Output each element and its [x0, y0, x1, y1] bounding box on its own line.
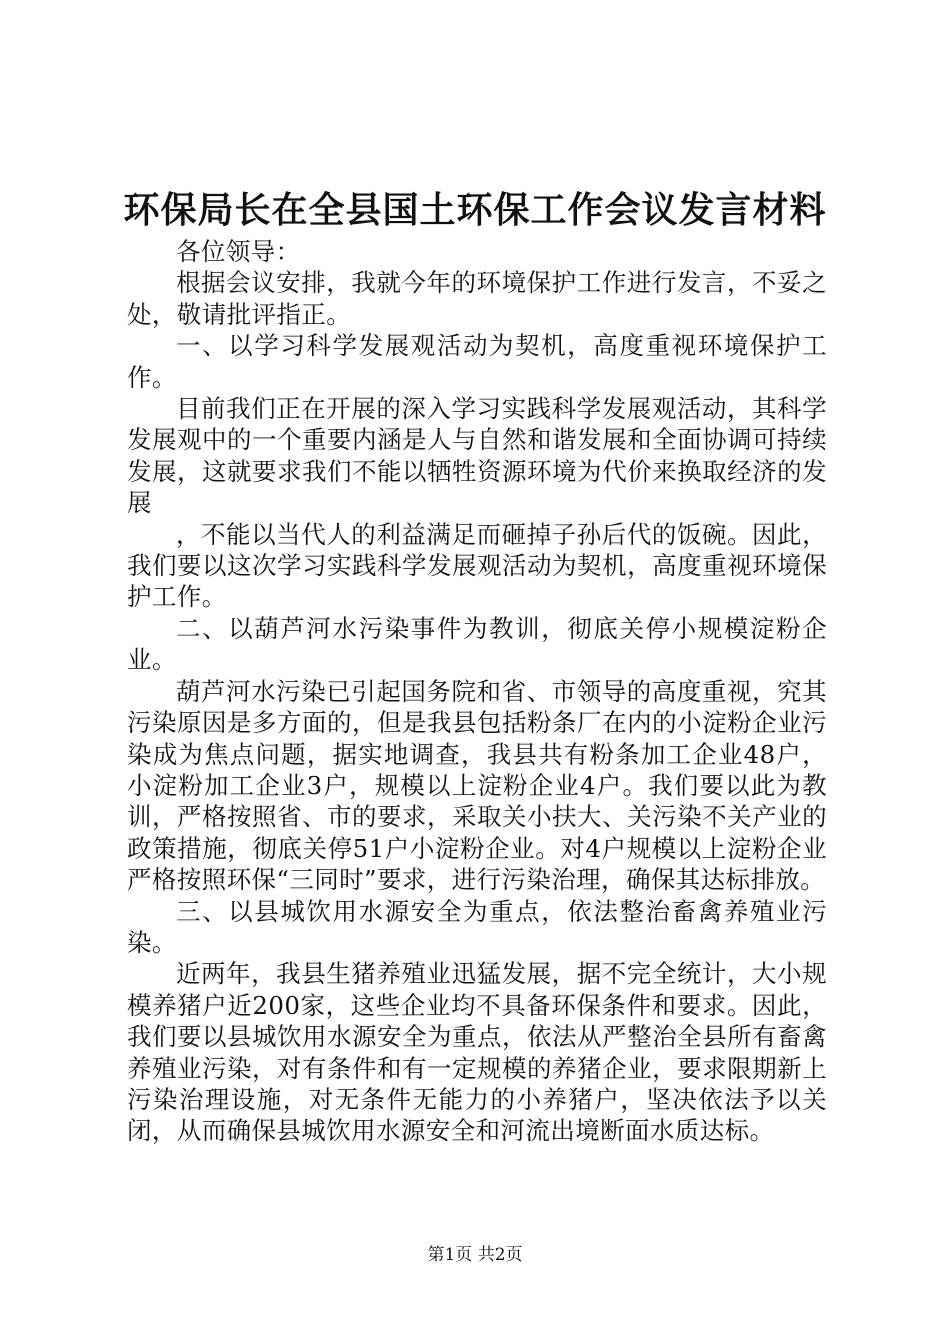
- section-heading-2: 二、以葫芦河水污染事件为教训，彻底关停小规模淀粉企业。: [127, 613, 827, 675]
- section-heading-3: 三、以县城饮用水源安全为重点，依法整治畜禽养殖业污染。: [127, 896, 827, 957]
- paragraph-section-2: 葫芦河水污染已引起国务院和省、市领导的高度重视，究其污染原因是多方面的，但是我县包括粉条厂在内的小淀粉企业污染成为焦点问题，据实地调查，我县共有粉条加工企业48户，小淀粉加工企业3户，规模以上淀粉企业4户。我们要以此为教训，严格按照省、市的要求，采取关小扶大、关污染不关产业的政策措施，彻底关停51户小淀粉企业。对4户规模以上淀粉企业严格按照环保“三同时”要求，进行污染治理，确保其达标排放。: [127, 676, 827, 895]
- document-title: 环保局长在全县国土环保工作会议发言材料: [123, 189, 827, 231]
- paragraph-section-1-b: ，不能以当代人的利益满足而砸掉子孙后代的饭碗。因此，我们要以这次学习实践科学发展观活动为契机，高度重视环境保护工作。: [127, 519, 827, 612]
- salutation: 各位领导：: [176, 237, 301, 266]
- page-number-footer: 第1页 共2页: [427, 1245, 523, 1265]
- paragraph-section-3: 近两年，我县生猪养殖业迅猛发展，据不完全统计，大小规模养猪户近200家，这些企业均不具备环保条件和要求。因此，我们要以县城饮用水源安全为重点，依法从严整治全县所有畜禽养殖业污染，对有条件和有一定规模的养猪企业，要求限期新上污染治理设施，对无条件无能力的小养猪户，坚决依法予以关闭，从而确保县城饮用水源安全和河流出境断面水质达标。: [127, 959, 827, 1146]
- paragraph-intro: 根据会议安排，我就今年的环境保护工作进行发言，不妥之处，敬请批评指正。: [127, 268, 827, 329]
- document-body: [127, 236, 827, 1147]
- section-heading-1: 一、以学习科学发展观活动为契机，高度重视环境保护工作。: [127, 331, 827, 392]
- paragraph-section-1-a: 目前我们正在开展的深入学习实践科学发展观活动，其科学发展观中的一个重要内涵是人与自然和谐发展和全面协调可持续发展，这就要求我们不能以牺牲资源环境为代价来换取经济的发展: [127, 394, 827, 518]
